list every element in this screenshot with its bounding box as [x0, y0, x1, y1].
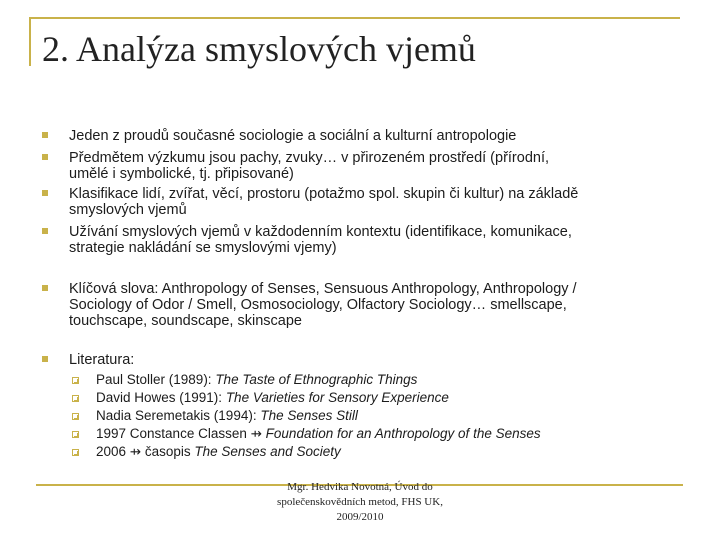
hollow-square-bullet-icon [72, 449, 79, 456]
footer-line: Mgr. Hedvika Novotná, Úvod do [287, 481, 433, 493]
literature-heading: Literatura: [69, 352, 135, 368]
footer-line: společenskovědních metod, FHS UK, [277, 496, 443, 508]
keywords-text: Klíčová slova: Anthropology of Senses, Sensuous Anthropology, Anthropology / [69, 281, 577, 297]
bullet-text-continued: smyslových vjemů [69, 202, 187, 218]
hollow-square-bullet-icon [72, 395, 79, 402]
keywords-text-continued: touchscape, soundscape, skinscape [69, 313, 302, 329]
hollow-square-bullet-icon [72, 431, 79, 438]
bullet-text: Předmětem výzkumu jsou pachy, zvuky… v přirozeném prostředí (přírodní, [69, 150, 550, 166]
bullet-text-continued: umělé i symbolické, tj. připisované) [69, 166, 294, 182]
bullet-text: Jeden z proudů současné sociologie a sociální a kulturní antropologie [69, 128, 517, 144]
square-bullet-icon [42, 154, 48, 160]
slide-title: 2. Analýza smyslových vjemů [42, 29, 476, 69]
keywords-text-continued: Sociology of Odor / Smell, Osmosociology, Olfactory Sociology… smellscape, [69, 297, 567, 313]
title-frame-top-line [29, 17, 680, 19]
square-bullet-icon [42, 356, 48, 362]
literature-item: Paul Stoller (1989): The Taste of Ethnographic Things [96, 372, 418, 387]
literature-item: Nadia Seremetakis (1994): The Senses Still [96, 408, 358, 423]
literature-item: 2006 ⇸ časopis The Senses and Society [96, 444, 341, 459]
literature-item: David Howes (1991): The Varieties for Sensory Experience [96, 390, 449, 405]
square-bullet-icon [42, 285, 48, 291]
square-bullet-icon [42, 228, 48, 234]
hollow-square-bullet-icon [72, 413, 79, 420]
bullet-text: Užívání smyslových vjemů v každodenním kontextu (identifikace, komunikace, [69, 224, 572, 240]
title-frame-left-line [29, 17, 31, 66]
bullet-text-continued: strategie nakládání se smyslovými vjemy) [69, 240, 337, 256]
literature-item: 1997 Constance Classen ⇸ Foundation for an Anthropology of the Senses [96, 426, 541, 441]
slide-footer [245, 480, 475, 525]
footer-line: 2009/2010 [336, 511, 384, 523]
bullet-text: Klasifikace lidí, zvířat, věcí, prostoru (potažmo spol. skupin či kultur) na základě [69, 186, 579, 202]
square-bullet-icon [42, 190, 48, 196]
hollow-square-bullet-icon [72, 377, 79, 384]
square-bullet-icon [42, 132, 48, 138]
